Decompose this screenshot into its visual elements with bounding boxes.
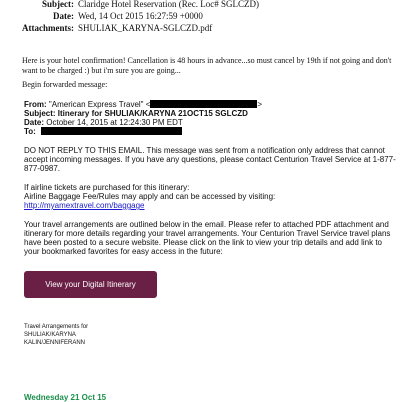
forwarded-subject-value: Itinerary for SHULIAK/KARYNA 21OCT15 SGLCZD <box>57 109 248 118</box>
view-itinerary-button[interactable]: View your Digital Itinerary <box>24 271 157 298</box>
attachment-link[interactable]: SHULIAK_KARYNA-SGLCZD.pdf <box>78 23 213 33</box>
forward-text: Begin forwarded message: <box>22 80 108 89</box>
forwarded-from-row <box>24 100 394 109</box>
attachments-row <box>0 23 212 34</box>
forwarded-to-row <box>24 127 394 136</box>
attachments-label: Attachments: <box>22 23 74 33</box>
travel-for-line-3: KALIN/JENNIFERANN <box>24 340 86 346</box>
airline-block <box>24 183 396 210</box>
travel-arrangements-for <box>24 323 88 347</box>
travel-for-line-1: Travel Arrangements for <box>24 324 89 330</box>
intro-text: Here is your hotel confirmation! Cancellation is 48 hours in advance...so must cancel by 19th if not going and don't want to be charged :) but i'm sure you are going... <box>22 56 392 75</box>
subject-value: Claridge Hotel Reservation (Rec. Loc# SGLCZD) <box>78 0 259 9</box>
arrangements-text: Your travel arrangements are outlined below in the email. Please refer to attached PDF attachment and itinerary for more details regarding your travel arrangements. Your Centurion Travel Service travel plans have been posted to a secure website. Please click on the link to view your trip details and add link to your bookmarked favorites for easy access in the future: <box>24 220 391 256</box>
airline-line-1: If airline tickets are purchased for this itinerary: <box>24 183 190 192</box>
forwarded-from-label: From: <box>24 100 47 109</box>
redacted-email <box>150 100 257 108</box>
forwarded-subject-row <box>24 109 394 118</box>
forwarded-date-label: Date: <box>24 118 45 127</box>
notice-text: DO NOT REPLY TO THIS EMAIL. This message was sent from a notification only address that cannot accept incoming messages. If you have any questions, please contact Centurion Travel Service at 1-877-877-0987. <box>24 146 396 173</box>
date-row <box>0 11 203 22</box>
forwarded-to-label: To: <box>24 127 36 136</box>
date-value: Wed, 14 Oct 2015 16:27:59 +0000 <box>78 11 203 21</box>
forwarded-from-name: "American Express Travel" < <box>48 100 151 109</box>
subject-label: Subject: <box>42 0 74 9</box>
forwarded-header <box>24 100 394 136</box>
date-label: Date: <box>53 11 74 21</box>
redacted-recipient <box>41 127 182 135</box>
forwarded-from-close: > <box>257 100 263 109</box>
date-heading: Wednesday 21 Oct 15 <box>24 393 107 402</box>
airline-line-2: Airline Baggage Fee/Rules may apply and can be accessed by visiting: <box>24 192 276 201</box>
forwarded-subject-label: Subject: <box>24 109 56 118</box>
forwarded-date-row <box>24 118 394 127</box>
travel-for-line-2: SHULIAK/KARYNA <box>24 332 76 338</box>
baggage-link[interactable]: http://myamextravel.com/baggage <box>24 201 145 210</box>
forwarded-date-value: October 14, 2015 at 12:24:30 PM EDT <box>46 118 183 127</box>
subject-row <box>0 0 259 10</box>
